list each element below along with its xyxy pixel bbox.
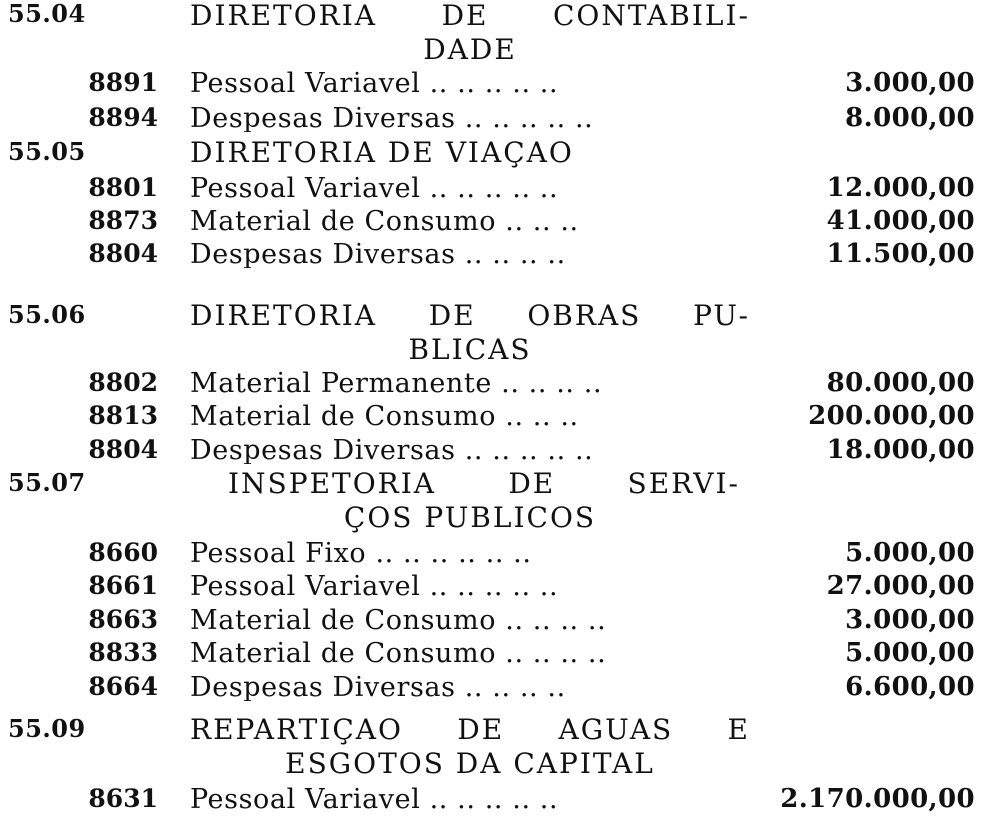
item-amount: 27.000,00 xyxy=(826,571,975,601)
item-number: 8873 xyxy=(88,206,158,235)
item-number: 8891 xyxy=(88,68,158,97)
item-number: 8813 xyxy=(88,401,158,430)
section-heading-continued: ESGOTOS DA CAPITAL xyxy=(285,747,655,780)
item-number: 8802 xyxy=(88,368,158,397)
item-number: 8660 xyxy=(88,538,158,567)
section-heading: DIRETORIA DE VIAÇAO xyxy=(190,136,574,169)
item-description: Material Permanente .. .. .. .. xyxy=(190,370,603,397)
item-description: Material de Consumo .. .. .. .. xyxy=(190,640,607,667)
section-code: 55.06 xyxy=(8,300,86,329)
item-amount: 12.000,00 xyxy=(826,173,975,203)
item-description: Despesas Diversas .. .. .. .. .. xyxy=(190,437,594,464)
item-amount: 5.000,00 xyxy=(845,638,975,668)
item-number: 8894 xyxy=(88,103,158,132)
item-number: 8631 xyxy=(88,784,158,813)
section-heading: DIRETORIA DE OBRAS PU- xyxy=(190,299,750,332)
item-description: Pessoal Variavel .. .. .. .. .. xyxy=(190,70,559,97)
item-number: 8804 xyxy=(88,435,158,464)
item-description: Pessoal Fixo .. .. .. .. .. .. xyxy=(190,540,532,567)
item-amount: 200.000,00 xyxy=(808,401,975,431)
item-number: 8661 xyxy=(88,571,158,600)
item-number: 8664 xyxy=(88,672,158,701)
item-number: 8663 xyxy=(88,605,158,634)
item-number: 8833 xyxy=(88,638,158,667)
item-description: Pessoal Variavel .. .. .. .. .. xyxy=(190,175,559,202)
item-amount: 5.000,00 xyxy=(845,538,975,568)
item-description: Material de Consumo .. .. .. xyxy=(190,403,579,430)
item-amount: 41.000,00 xyxy=(826,206,975,236)
item-amount: 11.500,00 xyxy=(826,239,975,269)
item-description: Despesas Diversas .. .. .. .. xyxy=(190,241,566,268)
section-code: 55.09 xyxy=(8,714,86,743)
item-description: Pessoal Variavel .. .. .. .. .. xyxy=(190,786,559,813)
item-description: Despesas Diversas .. .. .. .. xyxy=(190,674,566,701)
item-number: 8804 xyxy=(88,239,158,268)
section-heading-continued: ÇOS PUBLICOS xyxy=(343,501,597,534)
section-code: 55.04 xyxy=(8,0,86,28)
item-amount: 3.000,00 xyxy=(845,605,975,635)
item-amount: 3.000,00 xyxy=(845,68,975,98)
item-amount: 8.000,00 xyxy=(845,103,975,133)
item-number: 8801 xyxy=(88,173,158,202)
section-code: 55.05 xyxy=(8,137,86,166)
section-code: 55.07 xyxy=(8,468,86,497)
item-description: Material de Consumo .. .. .. .. xyxy=(190,607,607,634)
section-heading: REPARTIÇAO DE AGUAS E xyxy=(190,713,750,746)
section-heading: INSPETORIA DE SERVI- xyxy=(228,467,740,500)
item-amount: 18.000,00 xyxy=(826,435,975,465)
section-heading-continued: BLICAS xyxy=(408,333,532,366)
section-heading: DIRETORIA DE CONTABILI- xyxy=(190,0,750,32)
item-description: Material de Consumo .. .. .. xyxy=(190,208,579,235)
section-heading-continued: DADE xyxy=(423,33,517,66)
item-amount: 2.170.000,00 xyxy=(780,784,975,814)
item-amount: 6.600,00 xyxy=(845,672,975,702)
item-amount: 80.000,00 xyxy=(826,368,975,398)
item-description: Pessoal Variavel .. .. .. .. .. xyxy=(190,573,559,600)
item-description: Despesas Diversas .. .. .. .. .. xyxy=(190,105,594,132)
